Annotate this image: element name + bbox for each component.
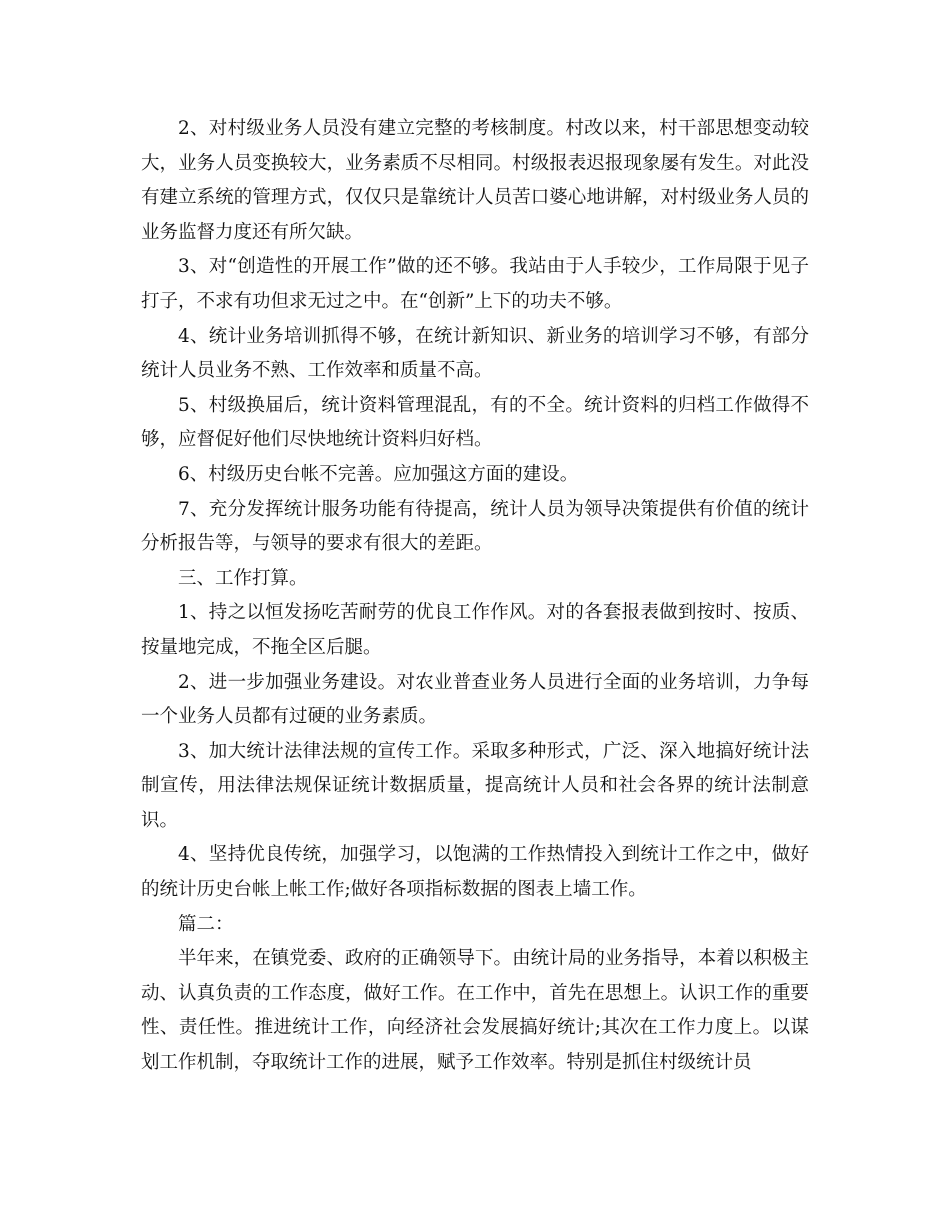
paragraph-1: 2、对村级业务人员没有建立完整的考核制度。村改以来，村干部思想变动较大，业务人员变换较大，业务素质不尽相同。村级报表迟报现象屡有发生。对此没有建立系统的管理方式，仅仅只是靠统计人员苦口婆心地讲解，对村级业务人员的业务监督力度还有所欠缺。 (141, 118, 809, 243)
paragraph-7: 1、持之以恒发扬吃苦耐劳的优良工作作风。对的各套报表做到按时、按质、按量地完成，不拖全区后腿。 (141, 602, 809, 658)
section-heading-part-two: 篇二： (178, 913, 234, 935)
section-heading-plans: 三、工作打算。 (178, 567, 308, 589)
paragraph-8: 2、进一步加强业务建设。对农业普查业务人员进行全面的业务培训，力争每一个业务人员都有过硬的业务素质。 (141, 671, 809, 728)
paragraph-3: 4、统计业务培训抓得不够，在统计新知识、新业务的培训学习不够，有部分统计人员业务不熟、工作效率和质量不高。 (141, 325, 809, 382)
paragraph-5: 6、村级历史台帐不完善。应加强这方面的建设。 (178, 463, 579, 485)
document-body (141, 112, 809, 1081)
paragraph-10: 4、坚持优良传统，加强学习，以饱满的工作热情投入到统计工作之中，做好的统计历史台帐上帐工作;做好各项指标数据的图表上墙工作。 (141, 844, 809, 901)
paragraph-4: 5、村级换届后，统计资料管理混乱，有的不全。统计资料的归档工作做得不够，应督促好他们尽快地统计资料归好档。 (141, 394, 809, 451)
paragraph-2: 3、对“创造性的开展工作”做的还不够。我站由于人手较少，工作局限于见子打子，不求有功但求无过之中。在“创新”上下的功夫不够。 (141, 256, 809, 312)
paragraph-6: 7、充分发挥统计服务功能有待提高，统计人员为领导决策提供有价值的统计分析报告等，与领导的要求有很大的差距。 (141, 498, 809, 555)
paragraph-9: 3、加大统计法律法规的宣传工作。采取多种形式，广泛、深入地搞好统计法制宣传，用法律法规保证统计数据质量，提高统计人员和社会各界的统计法制意识。 (141, 740, 809, 831)
paragraph-11: 半年来，在镇党委、政府的正确领导下。由统计局的业务指导，本着以积极主动、认真负责的工作态度，做好工作。在工作中，首先在思想上。认识工作的重要性、责任性。推进统计工作，向经济社会发展搞好统计;其次在工作力度上。以谋划工作机制，夺取统计工作的进展，赋予工作效率。特别是抓住村级统计员 (141, 948, 809, 1074)
